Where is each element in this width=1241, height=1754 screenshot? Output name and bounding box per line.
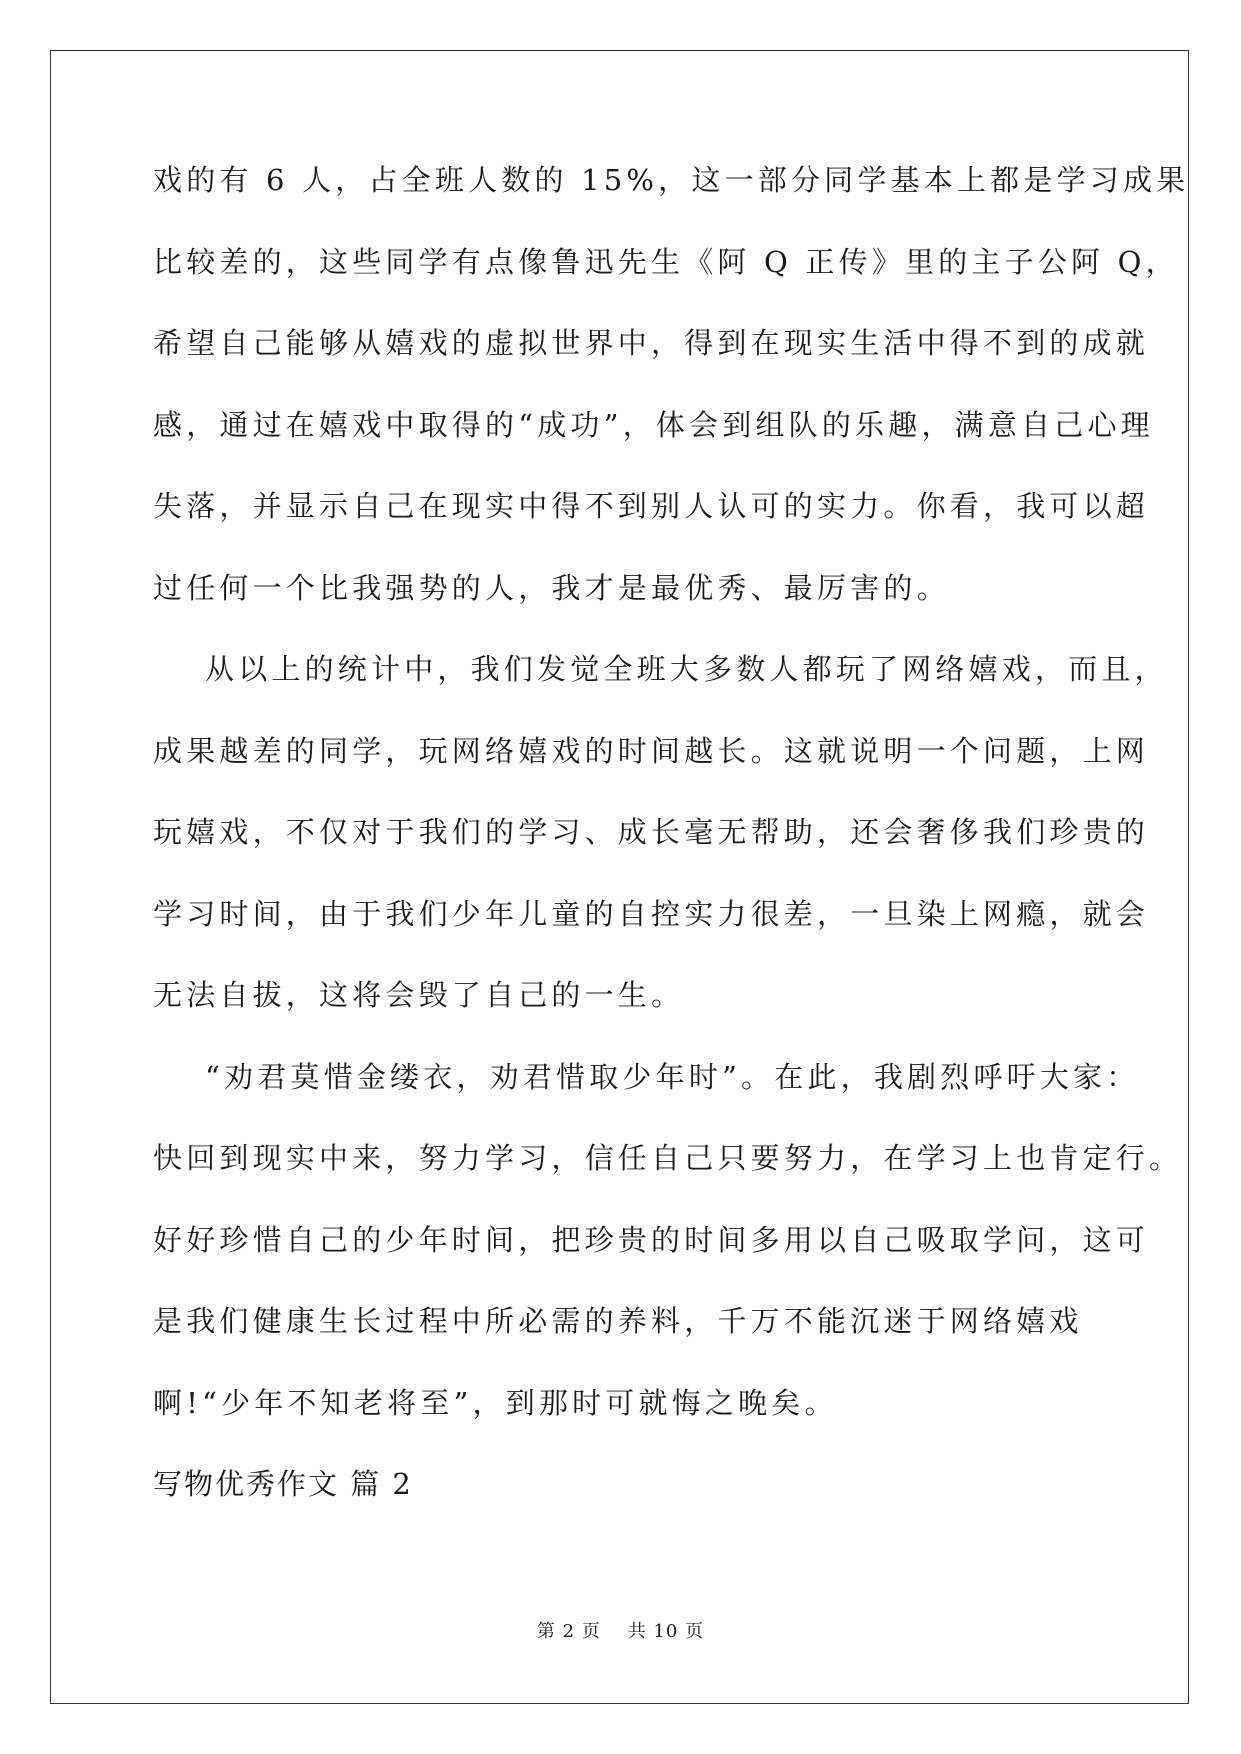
text-line: 从以上的统计中，我们发觉全班大多数人都玩了网络嬉戏，而且， [205, 652, 1168, 686]
paragraph-1 [153, 160, 1190, 649]
text-line: 啊!“少年不知老将至”，到那时可就悔之晚矣。 [153, 1385, 838, 1420]
text-line: 玩嬉戏，不仅对于我们的学习、成长毫无帮助，还会奢侈我们珍贵的 [153, 815, 1150, 849]
text-line: 戏的有 6 人，占全班人数的 15%，这一部分同学基本上都是学习成果 [153, 163, 1190, 197]
text-line: 希望自己能够从嬉戏的虚拟世界中，得到在现实生活中得不到的成就 [153, 326, 1150, 360]
text-line: 是我们健康生长过程中所必需的养料，千万不能沉迷于网络嬉戏 [153, 1304, 1083, 1338]
text-line: 无法自拔，这将会毁了自己的一生。 [153, 978, 685, 1012]
text-line: 失落，并显示自己在现实中得不到别人认可的实力。你看，我可以超 [153, 489, 1150, 523]
text-line: 学习时间，由于我们少年儿童的自控实力很差，一旦染上网瘾，就会 [153, 896, 1150, 931]
section-heading: 写物优秀作文 篇 2 [153, 1467, 413, 1501]
page-number: 第 2 页 [536, 1621, 601, 1642]
text-line: 快回到现实中来，努力学习，信任自己只要努力，在学习上也肯定行。 [153, 1141, 1183, 1175]
text-line: 成果越差的同学，玩网络嬉戏的时间越长。这就说明一个问题，上网 [153, 733, 1150, 768]
text-line: 比较差的，这些同学有点像鲁迅先生《阿 Q 正传》里的主子公阿 Q， [153, 244, 1179, 279]
page-footer [0, 1620, 1241, 1644]
paragraph-2 [153, 649, 1168, 1057]
text-line: “劝君莫惜金缕衣，劝君惜取少年时”。在此，我剧烈呼吁大家： [205, 1059, 1140, 1094]
text-line: 感，通过在嬉戏中取得的“成功”，体会到组队的乐趣，满意自己心理 [153, 407, 1154, 442]
text-line: 过任何一个比我强势的人，我才是最优秀、最厉害的。 [153, 570, 950, 605]
page-total: 共 10 页 [627, 1621, 705, 1642]
paragraph-3 [153, 1057, 1183, 1465]
document-body [153, 160, 1190, 1524]
text-line: 好好珍惜自己的少年时间，把珍贵的时间多用以自己吸取学问，这可 [153, 1222, 1150, 1257]
